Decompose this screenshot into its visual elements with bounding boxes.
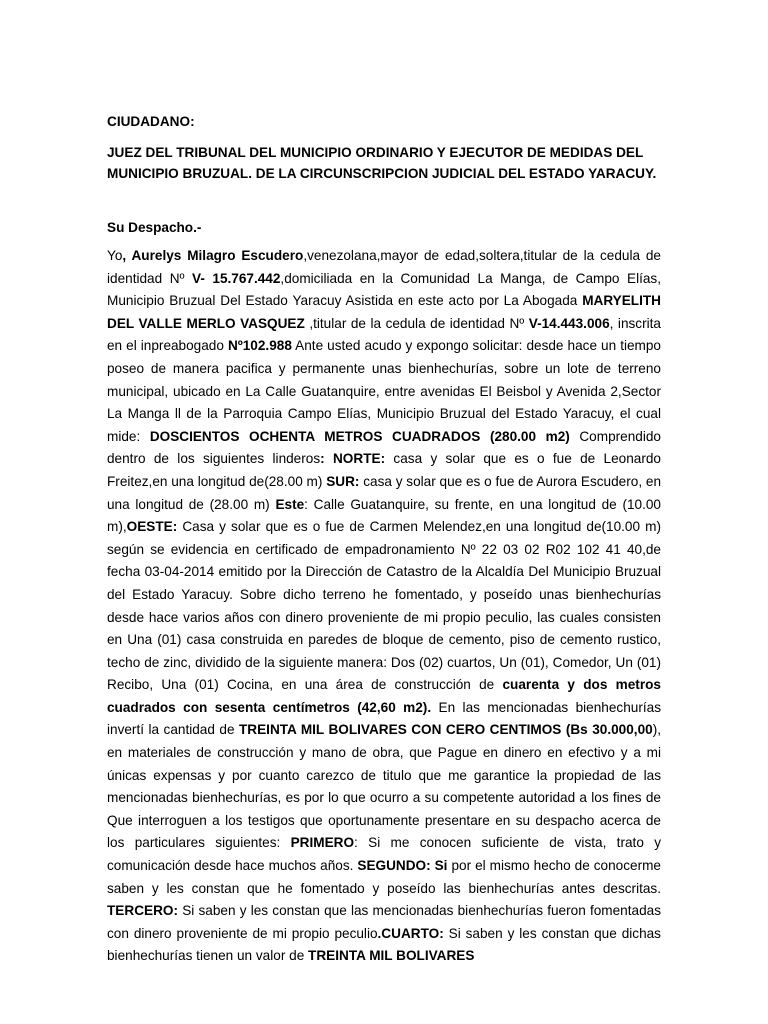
text-run: Si saben y les constan que las mencionadas bienhechurías fueron fomentadas con dinero proveniente de mi propio peculio — [107, 903, 661, 941]
question-third-label: TERCERO: — [107, 903, 178, 919]
question-second-label: SEGUNDO: Si — [357, 858, 448, 874]
text-run: Ante usted acudo y expongo solicitar: desde hace un tiempo poseo de manera pacifica y permanente unas bienhechurías, sobre un lote de terreno municipal, ubicado en La Calle Guatanquire, entre avenidas El Beisbol y Avenida 2,Sector La Manga ll de la Parroquia Campo Elías, Municipio Bruzual del Estado Yaracuy, el cual mide: — [107, 338, 661, 444]
lawyer-name: MARYELITH DEL VALLE MERLO VASQUEZ — [107, 293, 661, 331]
judge-heading: JUEZ DEL TRIBUNAL DEL MUNICIPIO ORDINARIO Y EJECUTOR DE MEDIDAS DEL MUNICIPIO BRUZUAL. DE LA CIRCUNSCRIPCION JUDICIAL DEL ESTADO YARACUY. — [107, 145, 657, 181]
text-run: Yo — [107, 248, 123, 263]
lot-area: DOSCIENTOS OCHENTA METROS CUADRADOS (280.00 m2) — [149, 428, 570, 444]
addressee-heading: CIUDADANO: — [107, 114, 195, 129]
text-run: : Calle Guatanquire, su frente, en una longitud de (10.00 m), — [107, 496, 661, 535]
text-run: En las mencionadas bienhechurías invertí la cantidad de — [107, 699, 662, 738]
despacho-heading: Su Despacho.- — [107, 220, 202, 235]
boundary-north-label: : NORTE: — [320, 451, 386, 467]
text-run: por el mismo hecho de conocerme saben y les constan que he fomentado y poseído las bienhechurías antes descritas. — [107, 858, 661, 896]
investment-amount: TREINTA MIL BOLIVARES CON CERO CENTIMOS (Bs 30.000,00 — [238, 722, 653, 738]
text-run: Casa y solar que es o fue de Carmen Melendez,en una longitud de(10.00 m) según se evidencia en certificado de empadronamiento Nº 22 03 02 R02 102 41 40,de fecha 03-04-2014 emitido por la Dirección de Catastro de la Alcaldía Del Municipio Bruzual del Estado Yaracuy. Sobre dicho terreno he fomentado, y poseído unas bienhechurías desde hace varios años con dinero proveniente de mi propio peculio, las cuales consisten en Una (01) casa construida en paredes de bloque de cemento, piso de cemento rustico, techo de zinc, dividido de la siguiente manera: Dos (02) cuartos, Un (01), Comedor, Un (01) Recibo, Una (01) Cocina, en una área de construcción de — [107, 519, 661, 693]
value-amount: TREINTA MIL BOLIVARES — [308, 948, 475, 964]
text-run: ,titular de la cedula de identidad Nº — [304, 315, 529, 331]
construction-area: cuarenta y dos metros cuadrados con sesenta centímetros (42,60 m2). — [107, 677, 661, 715]
text-run: Si saben y les constan que dichas bienhechurías tienen un valor de — [107, 925, 661, 964]
text-run: casa y solar que es o fue de Aurora Escudero, en una longitud de (28.00 m) — [107, 473, 662, 512]
text-run: casa y solar que es o fue de Leonardo Freitez,en una longitud de(28.00 m) — [107, 451, 661, 489]
text-run: ,domiciliada en la Comunidad La Manga, de Campo Elías, Municipio Bruzual Del Estado Yaracuy Asistida en este acto por La Abogada — [107, 270, 662, 309]
question-fourth-label: .CUARTO: — [377, 925, 444, 941]
petition-body — [107, 245, 661, 968]
question-first-label: PRIMERO — [290, 835, 355, 851]
text-run: : Si me conocen suficiente de vista, trato y comunicación desde hace muchos años. — [107, 835, 661, 874]
boundary-west-label: OESTE: — [126, 519, 178, 535]
text-run: , inscrita en el inpreabogado — [107, 315, 661, 354]
boundary-south-label: SUR: — [326, 473, 360, 489]
text-run: ,venezolana,mayor de edad,soltera,titular de la cedula de identidad Nº — [107, 248, 661, 286]
inpreabogado-number: Nº102.988 — [227, 338, 292, 354]
lawyer-id: V-14.443.006 — [528, 315, 610, 331]
boundary-east-label: Este — [275, 496, 305, 512]
declarant-name: , Aurelys Milagro Escudero — [122, 248, 304, 263]
declarant-id: V- 15.767.442 — [192, 270, 281, 286]
text-run: Comprendido dentro de los siguientes linderos — [107, 428, 661, 467]
text-run: ), en materiales de construcción y mano de obra, que Pague en dinero en efectivo y a mi únicas expensas y por cuanto carezco de titulo que me garantice la propiedad de las mencionadas bienhechurías, es por lo que ocurro a su competente autoridad a los fines de Que interroguen a los testigos que oportunamente presentare en su despacho acerca de los particulares siguientes: — [107, 722, 661, 851]
